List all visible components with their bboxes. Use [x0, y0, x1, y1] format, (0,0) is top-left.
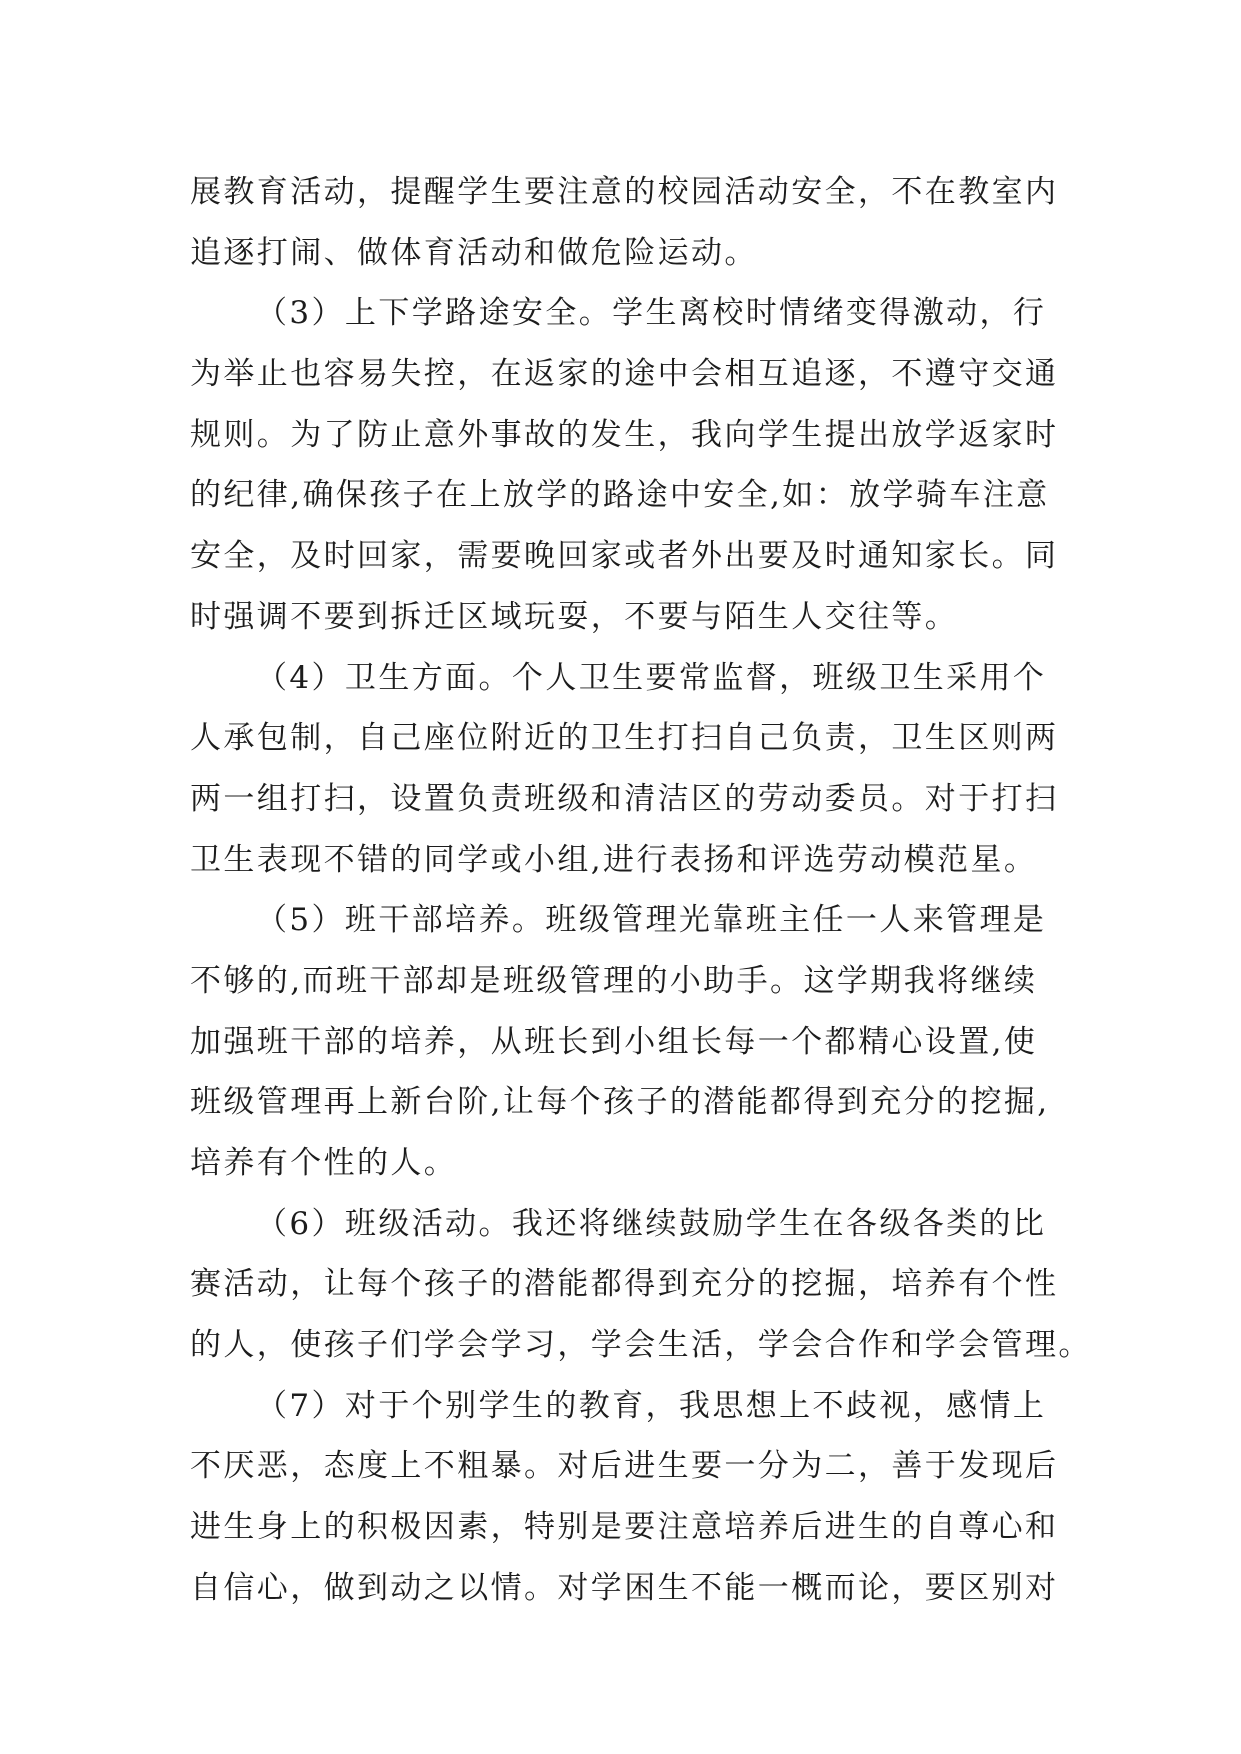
- text-line: 追逐打闹、做体育活动和做危险运动。: [190, 234, 758, 271]
- text-line: （4）卫生方面。个人卫生要常监督，班级卫生采用个: [256, 659, 1047, 696]
- text-line: 安全，及时回家，需要晚回家或者外出要及时通知家长。同: [190, 538, 1059, 575]
- text-line: 班级管理再上新台阶,让每个孩子的潜能都得到充分的挖掘,: [190, 1084, 1050, 1121]
- body-text: [190, 162, 1092, 1619]
- text-line: 的纪律,确保孩子在上放学的路途中安全,如：放学骑车注意: [190, 477, 1050, 514]
- text-line: 进生身上的积极因素，特别是要注意培养后进生的自尊心和: [190, 1509, 1059, 1546]
- text-line: 不厌恶，态度上不粗暴。对后进生要一分为二，善于发现后: [190, 1448, 1059, 1485]
- text-line: 人承包制，自己座位附近的卫生打扫自己负责，卫生区则两: [190, 720, 1059, 757]
- text-line: 的人，使孩子们学会学习，学会生活，学会合作和学会管理。: [190, 1327, 1092, 1364]
- text-line: （6）班级活动。我还将继续鼓励学生在各级各类的比: [256, 1205, 1047, 1242]
- text-line: 自信心，做到动之以情。对学困生不能一概而论，要区别对: [190, 1569, 1059, 1606]
- text-line: 规则。为了防止意外事故的发生，我向学生提出放学返家时: [190, 416, 1059, 453]
- text-line: 赛活动，让每个孩子的潜能都得到充分的挖掘，培养有个性: [190, 1266, 1059, 1303]
- text-line: 卫生表现不错的同学或小组,进行表扬和评选劳动模范星。: [190, 841, 1038, 878]
- text-line: 加强班干部的培养，从班长到小组长每一个都精心设置,使: [190, 1023, 1038, 1060]
- text-line: 两一组打扫，设置负责班级和清洁区的劳动委员。对于打扫: [190, 780, 1059, 817]
- text-line: 为举止也容易失控，在返家的途中会相互追逐，不遵守交通: [190, 356, 1059, 393]
- text-line: 时强调不要到拆迁区域玩耍，不要与陌生人交往等。: [190, 598, 959, 635]
- text-line: 展教育活动，提醒学生要注意的校园活动安全，不在教室内: [190, 174, 1059, 210]
- text-line: （3）上下学路途安全。学生离校时情绪变得激动，行: [256, 295, 1047, 332]
- text-line: 不够的,而班干部却是班级管理的小助手。这学期我将继续: [190, 962, 1038, 999]
- text-line: 培养有个性的人。: [190, 1145, 458, 1181]
- text-line: （5）班干部培养。班级管理光靠班主任一人来管理是: [256, 902, 1047, 939]
- text-line: （7）对于个别学生的教育，我思想上不歧视，感情上: [256, 1387, 1047, 1424]
